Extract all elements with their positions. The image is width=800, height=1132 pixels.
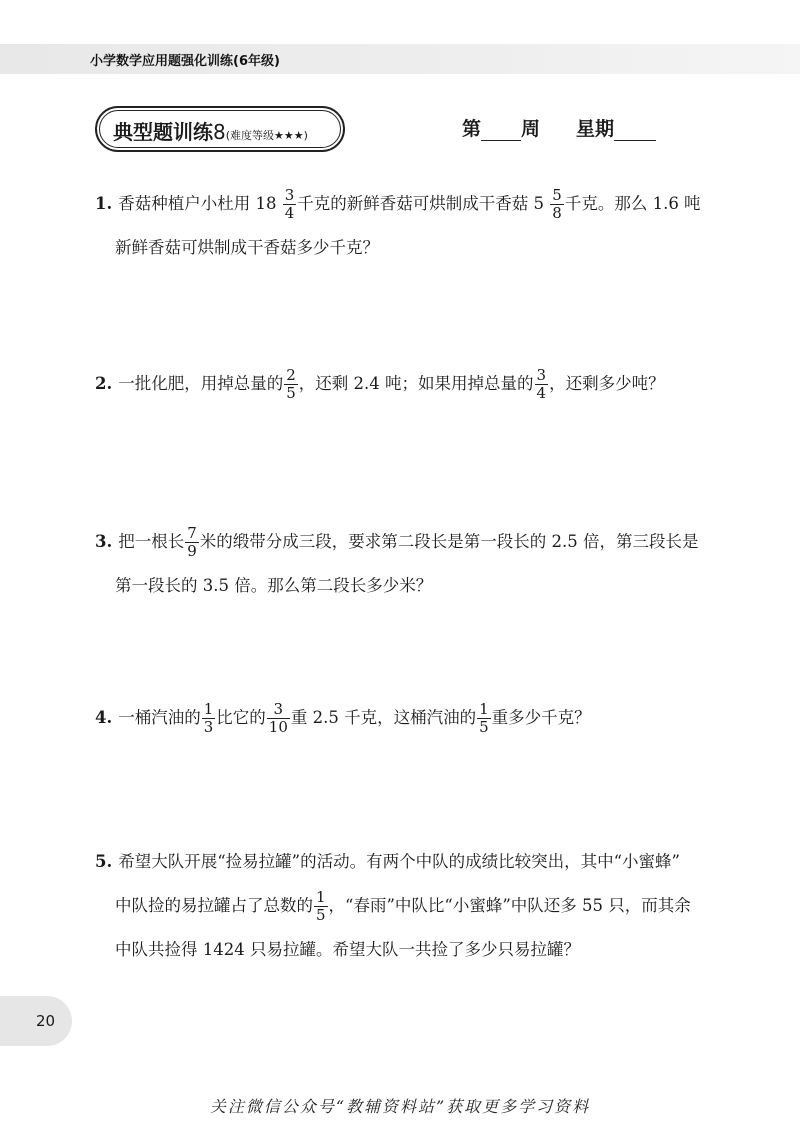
question-line [95, 520, 715, 564]
week-blank[interactable] [481, 120, 521, 141]
question-line [95, 696, 715, 740]
fraction [535, 367, 549, 402]
numerator: 3 [273, 700, 284, 718]
numerator: 1 [479, 700, 489, 718]
question-line [95, 840, 715, 884]
section-number: 8 [213, 120, 226, 144]
question-number: 5. [95, 852, 113, 871]
numerator: 2 [286, 366, 296, 384]
numerator: 7 [187, 524, 197, 542]
denominator: 5 [479, 718, 489, 736]
week-suffix: 周 [521, 118, 541, 140]
denominator: 3 [203, 718, 214, 736]
numerator: 3 [536, 366, 547, 384]
denominator: 4 [536, 384, 547, 402]
numerator: 3 [284, 186, 295, 204]
denominator: 8 [552, 204, 562, 222]
week-prefix: 第 [462, 118, 482, 140]
question-number: 2. [95, 374, 113, 393]
question-text: 希望大队开展“捡易拉罐”的活动。有两个中队的成绩比较突出，其中“小蜜蜂” [118, 852, 680, 871]
numerator: 5 [552, 186, 562, 204]
fraction [477, 701, 491, 736]
question-text: 香菇种植户小杜用 18 [118, 194, 277, 213]
fraction [202, 701, 216, 736]
question-line: 新鲜香菇可烘制成干香菇多少千克？ [115, 238, 379, 257]
question-line [95, 362, 715, 406]
question-number: 3. [95, 532, 113, 551]
question-number: 1. [95, 194, 113, 213]
difficulty-label: (难度等级★★★) [225, 129, 308, 142]
denominator: 10 [268, 718, 288, 736]
fraction [550, 187, 564, 222]
numerator: 1 [316, 888, 326, 906]
question-text: 把一根长 [118, 532, 185, 551]
fraction [185, 525, 199, 560]
question-text: 千克的新鲜香菇可烘制成干香菇 5 [297, 194, 545, 213]
question-text: 比它的 [216, 708, 266, 727]
week-fill-in [462, 114, 656, 141]
fraction [284, 367, 298, 402]
question-text: ，还剩 2.4 吨；如果用掉总量的 [298, 374, 534, 393]
question-2 [95, 362, 715, 406]
fraction [283, 187, 297, 222]
question-text: 重多少千克？ [491, 708, 591, 727]
question-text: 一桶汽油的 [118, 708, 201, 727]
section-tag [95, 106, 345, 152]
numerator: 1 [203, 700, 214, 718]
question-text: ，还剩多少吨？ [549, 374, 665, 393]
question-line: 中队共捡得 1424 只易拉罐。希望大队一共捡了多少只易拉罐？ [115, 940, 580, 959]
question-line [95, 182, 715, 226]
section-title-text: 典型题训练 [113, 120, 213, 144]
question-number: 4. [95, 708, 113, 727]
book-title: 小学数学应用题强化训练(6年级) [90, 54, 280, 69]
question-text: 米的缎带分成三段，要求第二段长是第一段长的 2.5 倍，第三段长是 [199, 532, 699, 551]
question-text: 千克。那么 1.6 吨 [564, 194, 701, 213]
question-text: 重 2.5 千克，这桶汽油的 [290, 708, 477, 727]
weekday-label: 星期 [576, 118, 615, 140]
question-line [95, 884, 715, 928]
question-text: 一批化肥，用掉总量的 [118, 374, 284, 393]
section-title [113, 116, 308, 145]
question-line: 第一段长的 3.5 倍。那么第二段长多少米？ [115, 576, 433, 595]
weekday-blank[interactable] [614, 120, 656, 141]
question-1 [95, 182, 715, 270]
question-text: 中队捡的易拉罐占了总数的 [115, 896, 313, 915]
question-4 [95, 696, 715, 740]
denominator: 9 [187, 542, 197, 560]
denominator: 5 [286, 384, 296, 402]
question-3 [95, 520, 715, 608]
question-5 [95, 840, 715, 972]
denominator: 5 [316, 906, 326, 924]
question-text: ，“春雨”中队比“小蜜蜂”中队还多 55 只，而其余 [328, 896, 691, 915]
denominator: 4 [284, 204, 295, 222]
fraction [267, 701, 290, 736]
fraction [314, 889, 328, 924]
page-number: 20 [36, 1012, 56, 1030]
footer-note: 关注微信公众号“教辅资料站”获取更多学习资料 [209, 1097, 591, 1116]
